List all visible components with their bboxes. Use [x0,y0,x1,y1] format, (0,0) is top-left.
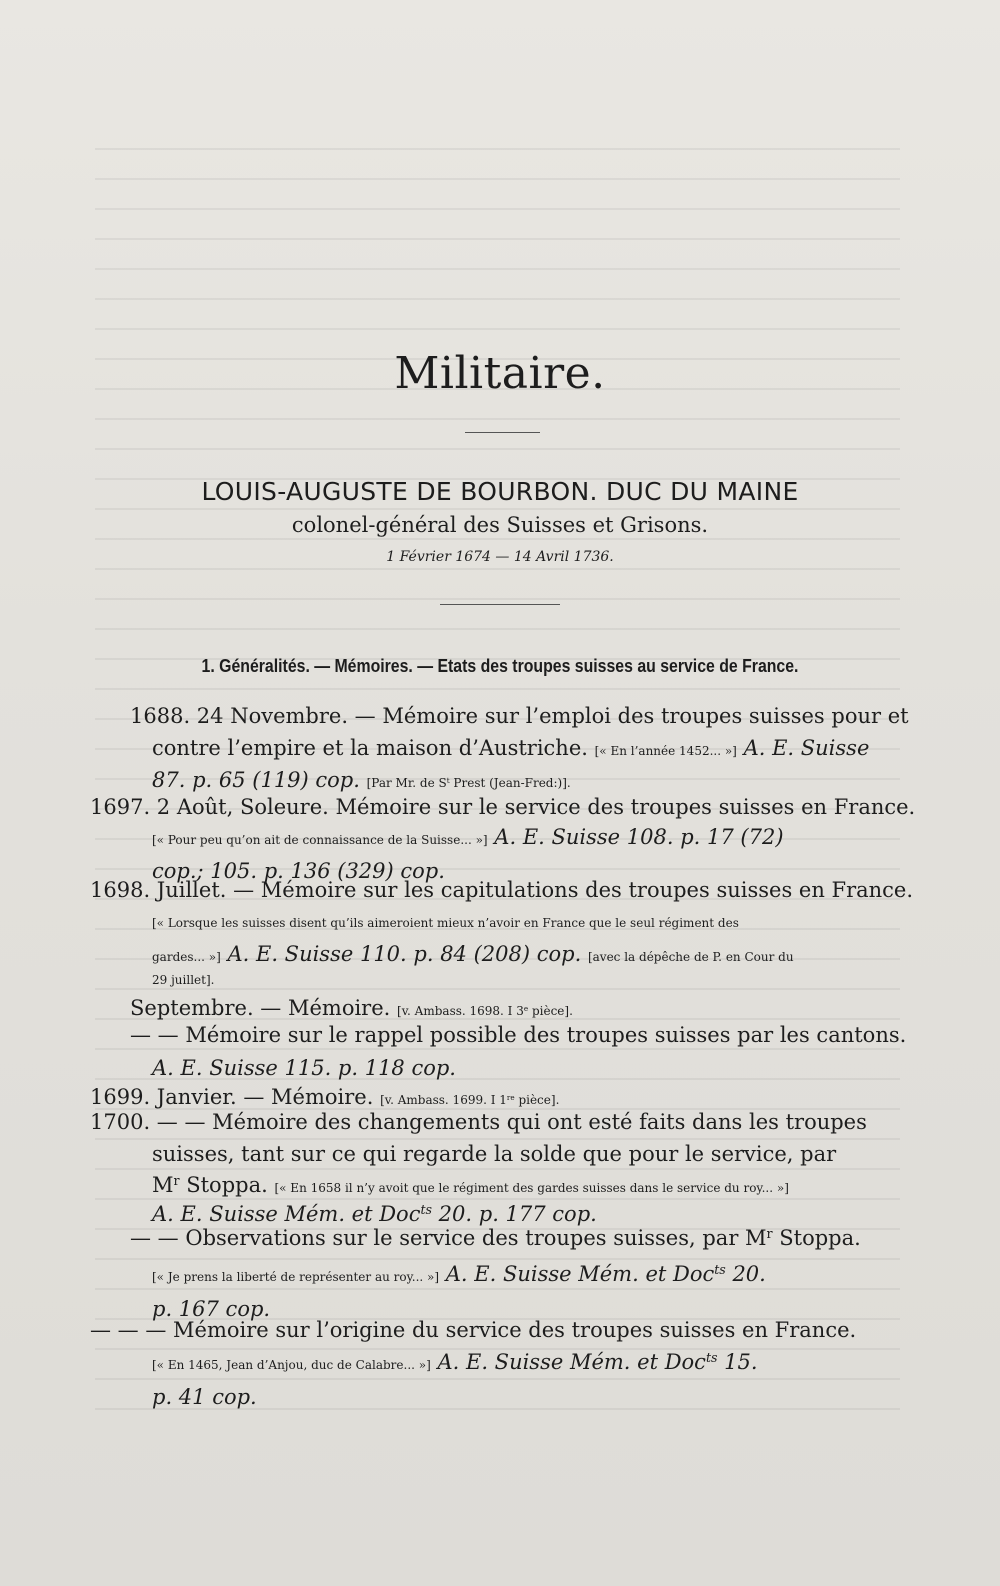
entry-1688-line3: 87. p. 65 (119) cop. [Par Mr. de $S^t$ Prest (Jean-Fred:)]. [152,768,571,792]
entry-observations-line1: — — Observations sur le service des troupes suisses, par $M^r$ Stoppa. [130,1226,861,1250]
entry-rappel-line2: A. E. Suisse 115. p. 118 cop. [152,1056,456,1080]
entry-1698-line4: 29 juillet]. [152,973,215,987]
entry-1688-line2: contre l’empire et la maison d’Austriche. [« En l’année 1452... »] A. E. Suisse [152,736,870,760]
title-rule [465,432,540,433]
person-dates: 1 Février 1674 — 14 Avril 1736. [386,549,614,565]
entry-1700-line3: $M^r$ Stoppa. [« En 1658 il n’y avoit que le régiment des gardes suisses dans le service du roy... »] [152,1173,789,1197]
page-title: Militaire. [394,348,606,399]
person-subtitle: colonel-général des Suisses et Grisons. [291,513,709,537]
entry-1699: 1699. Janvier. — Mémoire. [v. Ambass. 1699. I 1re pièce]. [90,1085,560,1109]
entry-1698-line3: gardes... »] A. E. Suisse 110. p. 84 (208) cop. [avec la dépêche de P. en Cour du [152,942,794,966]
entry-1700-line2: suisses, tant sur ce qui regarde la solde que pour le service, par [152,1142,837,1166]
section-heading: 1. Généralités. — Mémoires. — Etats des troupes suisses au service de France. [201,656,799,676]
entry-1697-line2: [« Pour peu qu’on ait de connaissance de la Suisse... »] A. E. Suisse 108. p. 17 (72) [152,825,784,849]
entry-observations-line3: p. 167 cop. [152,1297,271,1321]
entry-1700-line4: A. E. Suisse Mém. et Doc$^{ts}$ 20. p. 177 cop. [152,1202,597,1226]
entry-1697-line3: cop.; 105. p. 136 (329) cop. [152,859,445,883]
entry-1700-line1: 1700. — — Mémoire des changements qui ont esté faits dans les troupes [90,1110,867,1134]
person-name: LOUIS-AUGUSTE DE BOURBON. DUC DU MAINE [201,477,799,506]
entry-origine-line1: — — — Mémoire sur l’origine du service des troupes suisses en France. [90,1318,857,1342]
entry-origine-line2: [« En 1465, Jean d’Anjou, duc de Calabre... »] A. E. Suisse Mém. et Doc$^{ts}$ 15. [152,1350,758,1374]
entry-septembre: Septembre. — Mémoire. [v. Ambass. 1698. I 3e pièce]. [130,996,573,1020]
section-rule [440,604,560,605]
entry-observations-line2: [« Je prens la liberté de représenter au roy... »] A. E. Suisse Mém. et Doc$^{ts}$ 20. [152,1262,766,1286]
entry-1698-line2: [« Lorsque les suisses disent qu’ils aimeroient mieux n’avoir en France que le seul régiment des [152,916,739,930]
entry-1697-line1: 1697. 2 Août, Soleure. Mémoire sur le service des troupes suisses en France. [90,795,916,819]
entry-1688-line1: 1688. 24 Novembre. — Mémoire sur l’emploi des troupes suisses pour et [130,704,909,728]
entry-origine-line3: p. 41 cop. [152,1385,257,1409]
entry-1698-line1: 1698. Juillet. — Mémoire sur les capitulations des troupes suisses en France. [90,878,914,902]
entry-rappel-line1: — — Mémoire sur le rappel possible des troupes suisses par les cantons. [130,1023,907,1047]
